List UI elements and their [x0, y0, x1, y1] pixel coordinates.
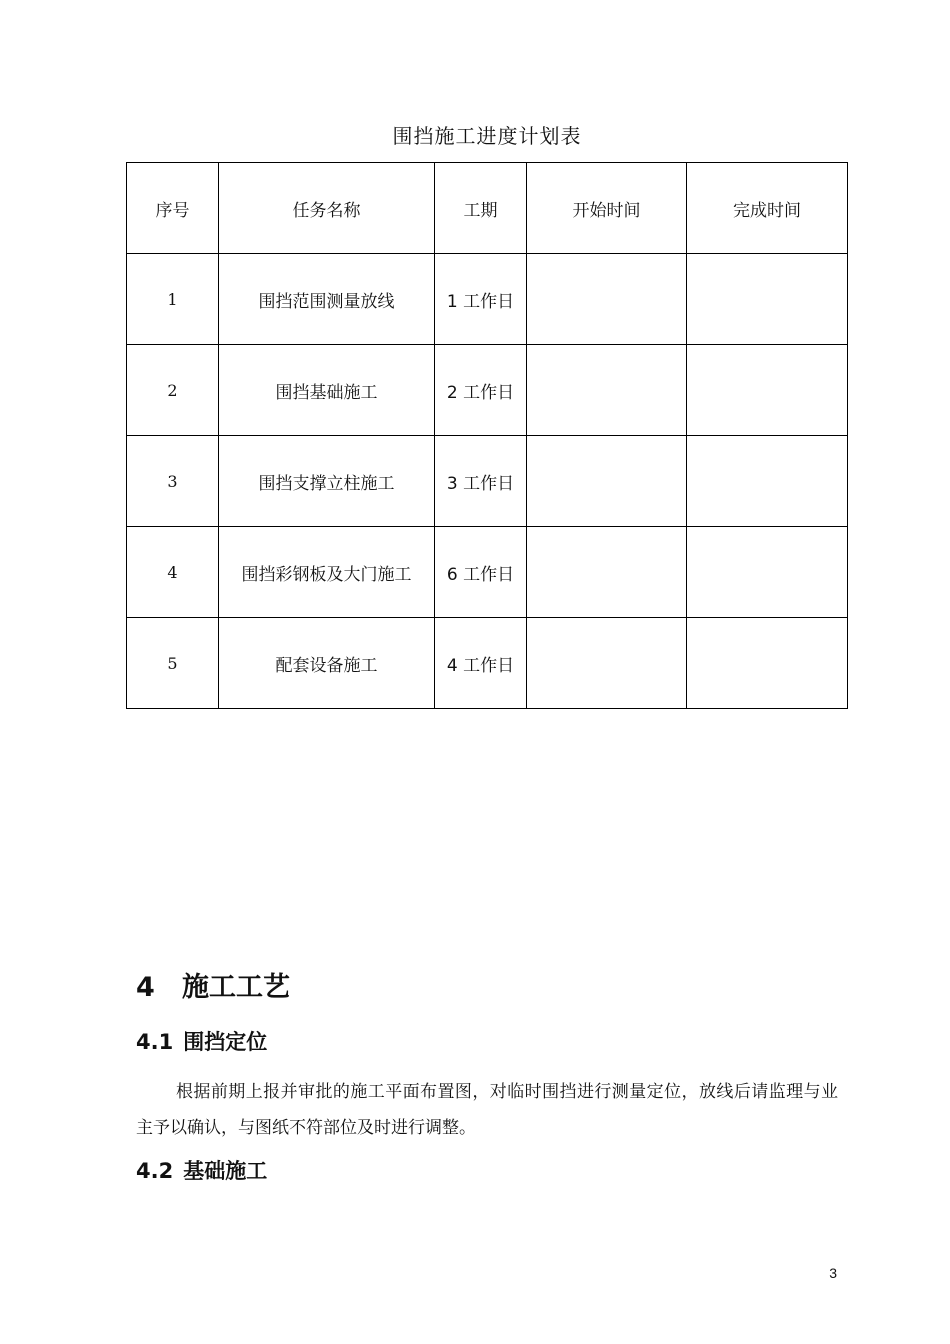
- table-row: [127, 254, 848, 345]
- row-end: [687, 254, 848, 345]
- header-duration: 工期: [435, 163, 527, 254]
- table-row: [127, 345, 848, 436]
- row-start: [527, 436, 687, 527]
- row-index: 5: [127, 618, 219, 709]
- row-end: [687, 618, 848, 709]
- section-number: 4: [136, 972, 155, 1003]
- row-index: 3: [127, 436, 219, 527]
- table-row: [127, 527, 848, 618]
- row-duration: 3 工作日: [435, 436, 527, 527]
- subsection-title: 基础施工: [183, 1159, 268, 1183]
- header-end: 完成时间: [687, 163, 848, 254]
- row-end: [687, 345, 848, 436]
- row-end: [687, 527, 848, 618]
- subsection-number: 4.2: [136, 1159, 174, 1183]
- row-start: [527, 618, 687, 709]
- header-task: 任务名称: [219, 163, 435, 254]
- row-start: [527, 254, 687, 345]
- table-header-row: [127, 163, 848, 254]
- header-start: 开始时间: [527, 163, 687, 254]
- row-duration: 4 工作日: [435, 618, 527, 709]
- row-task: 配套设备施工: [219, 618, 435, 709]
- table-row: [127, 618, 848, 709]
- row-duration: 1 工作日: [435, 254, 527, 345]
- subsection-heading-4-1: [136, 1026, 267, 1056]
- row-duration: 2 工作日: [435, 345, 527, 436]
- row-task: 围挡支撑立柱施工: [219, 436, 435, 527]
- row-start: [527, 345, 687, 436]
- header-index: 序号: [127, 163, 219, 254]
- row-index: 1: [127, 254, 219, 345]
- page-number: 3: [829, 1265, 837, 1281]
- row-duration: 6 工作日: [435, 527, 527, 618]
- row-index: 2: [127, 345, 219, 436]
- subsection-heading-4-2: [136, 1155, 267, 1185]
- row-task: 围挡彩钢板及大门施工: [219, 527, 435, 618]
- subsection-number: 4.1: [136, 1030, 174, 1054]
- row-start: [527, 527, 687, 618]
- schedule-table: [126, 162, 848, 709]
- section-title: 施工工艺: [182, 972, 290, 1003]
- section-heading: [136, 965, 290, 1004]
- subsection-title: 围挡定位: [183, 1030, 268, 1054]
- body-paragraph: 根据前期上报并审批的施工平面布置图，对临时围挡进行测量定位，放线后请监理与业主予以确认，与图纸不符部位及时进行调整。: [136, 1082, 838, 1138]
- table-title: 围挡施工进度计划表: [392, 124, 582, 148]
- row-end: [687, 436, 848, 527]
- row-task: 围挡基础施工: [219, 345, 435, 436]
- row-index: 4: [127, 527, 219, 618]
- row-task: 围挡范围测量放线: [219, 254, 435, 345]
- table-row: [127, 436, 848, 527]
